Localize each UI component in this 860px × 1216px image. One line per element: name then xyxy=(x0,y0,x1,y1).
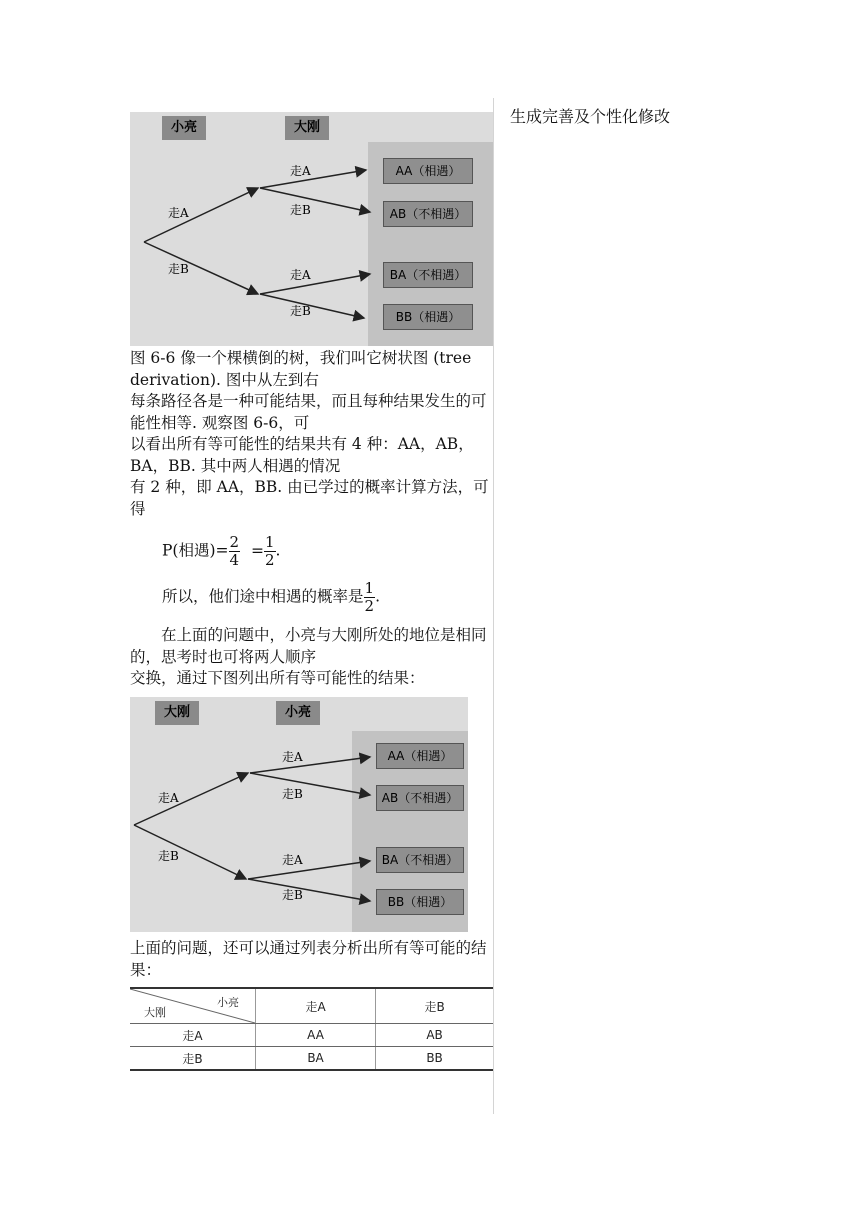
paragraph-3: 以看出所有等可能性的结果共有 4 种：AA，AB，BA，BB. 其中两人相遇的情况 xyxy=(130,435,474,475)
tree2-outcome-aa: AA（相遇） xyxy=(376,743,464,769)
tree-diagram-1 xyxy=(130,112,493,346)
tree1-label-second-ab: 走B xyxy=(290,203,311,217)
table-col-header: 走A xyxy=(256,988,376,1024)
branch-aa xyxy=(260,170,366,188)
table-header-row xyxy=(130,988,493,1024)
tree1-label-second-bb: 走B xyxy=(290,304,311,318)
branch-ba xyxy=(248,861,370,879)
swap-explanation xyxy=(130,625,492,690)
branch-a xyxy=(134,773,248,825)
side-note: 生成完善及个性化修改 xyxy=(510,107,671,126)
paragraph-6: 交换，通过下图列出所有等可能性的结果： xyxy=(130,669,425,687)
paragraph-4: 有 2 种，即 AA，BB. 由已学过的概率计算方法，可得 xyxy=(130,478,489,518)
conclusion-period: . xyxy=(375,587,380,606)
tree1-label-first-a: 走A xyxy=(168,206,189,220)
table-cell: BB xyxy=(376,1047,493,1071)
fraction-denominator: 2 xyxy=(265,551,275,569)
conclusion-line xyxy=(130,580,492,615)
table-col-header: 走B xyxy=(376,988,493,1024)
explanation-text xyxy=(130,348,492,520)
tree2-outcome-ba: BA（不相遇） xyxy=(376,847,464,873)
tree1-outcome-ba: BA（不相遇） xyxy=(383,262,473,288)
paragraph-7: 上面的问题，还可以通过列表分析出所有等可能的结果： xyxy=(130,939,487,979)
table-row-label: 走B xyxy=(130,1047,256,1071)
table-row xyxy=(130,1047,493,1071)
paragraph-1: 图 6-6 像一个棵横倒的树，我们叫它树状图 (tree derivation). 图中从左到右 xyxy=(130,349,472,389)
column-divider xyxy=(493,98,494,1114)
outcome-table xyxy=(130,987,493,1071)
tree1-label-second-ba: 走A xyxy=(290,268,311,282)
fraction-numerator: 1 xyxy=(364,579,375,597)
branch-a xyxy=(144,188,258,242)
conclusion-text: 所以，他们途中相遇的概率是 xyxy=(162,587,364,606)
tree2-label-second-ab: 走B xyxy=(282,787,303,801)
fraction-numerator: 2 xyxy=(229,533,240,551)
table-cell: AA xyxy=(256,1024,376,1047)
table-row-label: 走A xyxy=(130,1024,256,1047)
table-corner-cell xyxy=(130,988,256,1024)
branch-b xyxy=(144,242,258,294)
table-intro xyxy=(130,938,492,981)
branch-bb xyxy=(248,879,370,901)
tree2-label-first-a: 走A xyxy=(158,791,179,805)
branch-aa xyxy=(250,757,370,773)
branch-ba xyxy=(260,274,370,294)
tree1-header-left: 小亮 xyxy=(162,116,206,140)
tree2-label-second-ba: 走A xyxy=(282,853,303,867)
table-row xyxy=(130,1024,493,1047)
tree1-outcome-bb: BB（相遇） xyxy=(383,304,473,330)
tree2-header-right: 小亮 xyxy=(276,701,320,725)
fraction-numerator: 1 xyxy=(265,533,275,551)
corner-bottom-label: 大刚 xyxy=(144,1006,166,1019)
tree2-label-second-bb: 走B xyxy=(282,888,303,902)
tree1-label-first-b: 走B xyxy=(168,262,189,276)
tree-diagram-2 xyxy=(130,697,468,932)
fraction-2-4 xyxy=(229,534,241,569)
tree2-label-second-aa: 走A xyxy=(282,750,303,764)
branch-ab xyxy=(260,188,370,212)
fraction-1-2 xyxy=(264,534,276,569)
paragraph-5: 在上面的问题中，小亮与大刚所处的地位是相同的，思考时也可将两人顺序 xyxy=(130,626,487,666)
formula-equals: = xyxy=(251,541,264,560)
branch-ab xyxy=(250,773,370,795)
table-cell: BA xyxy=(256,1047,376,1071)
tree2-label-first-b: 走B xyxy=(158,849,179,863)
branch-b xyxy=(134,825,246,879)
fraction-1-2-result xyxy=(364,580,376,615)
tree2-header-left: 大刚 xyxy=(155,701,199,725)
branch-bb xyxy=(260,294,364,318)
paragraph-2: 每条路径各是一种可能结果，而且每种结果发生的可能性相等. 观察图 6-6，可 xyxy=(130,392,487,432)
fraction-denominator: 4 xyxy=(229,551,240,569)
tree1-outcome-aa: AA（相遇） xyxy=(383,158,473,184)
tree2-outcome-ab: AB（不相遇） xyxy=(376,785,464,811)
tree1-header-right: 大刚 xyxy=(285,116,329,140)
formula-period: . xyxy=(275,541,281,560)
table-cell: AB xyxy=(376,1024,493,1047)
corner-top-label: 小亮 xyxy=(217,996,239,1009)
tree1-outcome-ab: AB（不相遇） xyxy=(383,201,473,227)
tree1-label-second-aa: 走A xyxy=(290,164,311,178)
probability-formula xyxy=(130,534,492,569)
formula-prefix: P(相遇)= xyxy=(162,541,229,560)
tree2-outcome-bb: BB（相遇） xyxy=(376,889,464,915)
fraction-denominator: 2 xyxy=(364,597,375,615)
